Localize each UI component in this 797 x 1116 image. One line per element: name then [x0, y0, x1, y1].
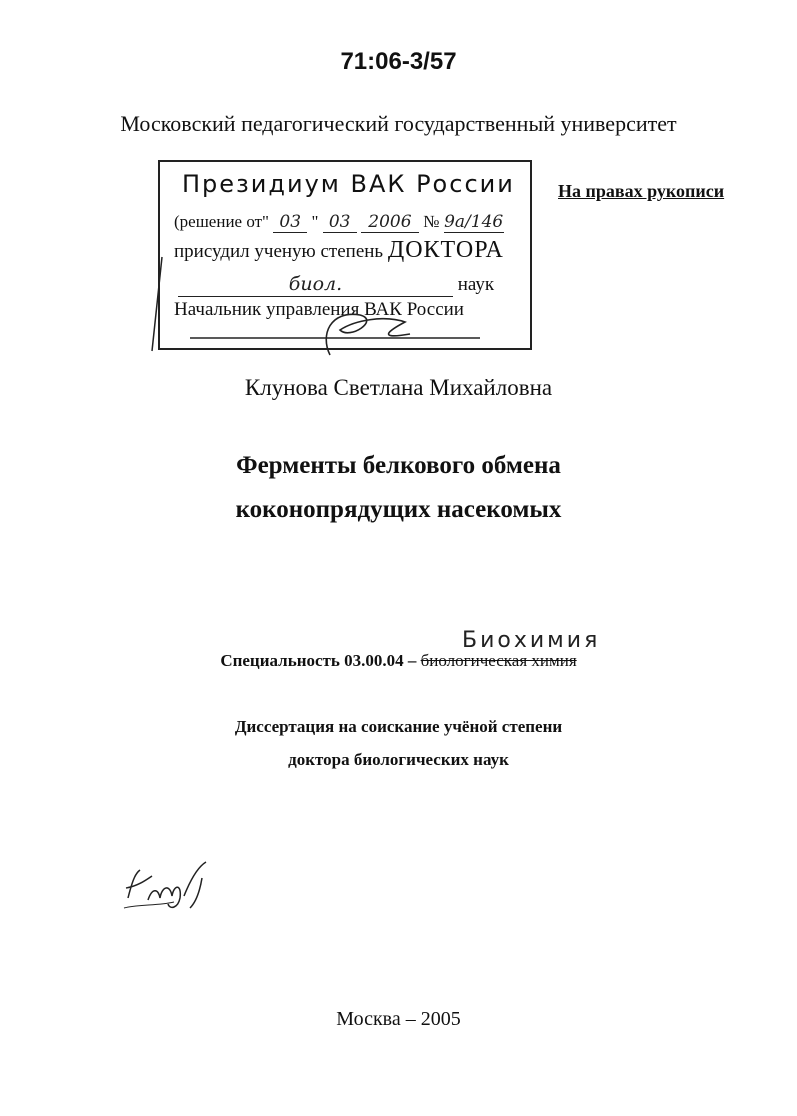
stamp-awarded	[174, 237, 504, 264]
specialty-line	[0, 651, 797, 671]
stamp-decision-month: 03	[323, 212, 357, 233]
stamp-decision-year: 2006	[361, 212, 419, 233]
manuscript-note: На правах рукописи	[558, 181, 725, 201]
vak-stamp	[158, 160, 532, 350]
handwritten-correction: Биохимия	[462, 628, 601, 653]
document-code: 71:06-3/57	[340, 48, 457, 75]
stamp-science-handwritten: биол.	[288, 273, 343, 295]
stamp-decision-day: 03	[273, 212, 307, 233]
stamp-decision-quote: "	[311, 212, 319, 231]
title-line-1: Ферменты белкового обмена	[236, 452, 561, 479]
stamp-signature-icon	[180, 300, 500, 360]
stamp-decision-no-label: №	[423, 212, 440, 231]
handwritten-signature-icon	[118, 858, 218, 918]
dissertation-line-2: доктора биологических наук	[288, 750, 509, 769]
stamp-decision-number: 9a/146	[444, 212, 504, 232]
university-name: Московский педагогический государственный университет	[120, 111, 677, 136]
stamp-awarded-prefix: присудил ученую степень	[174, 241, 384, 262]
stamp-edge-mark-icon	[148, 255, 168, 355]
dissertation-line-1: Диссертация на соискание учёной степени	[234, 717, 563, 736]
author-name: Клунова Светлана Михайловна	[244, 375, 553, 400]
stamp-head: Начальник управления ВАК России	[174, 299, 464, 320]
stamp-awarded-degree: ДОКТОРА	[387, 237, 504, 263]
city-year: Москва – 2005	[336, 1008, 461, 1030]
stamp-science	[174, 273, 514, 297]
stamp-title: Президиум ВАК России	[182, 170, 515, 198]
stamp-decision	[174, 212, 504, 233]
stamp-decision-prefix: (решение от"	[174, 212, 269, 231]
specialty-struck-text: биологическая химия	[420, 651, 577, 670]
specialty-prefix: Специальность 03.00.04 –	[220, 651, 417, 670]
title-line-2: коконопрядущих насекомых	[235, 496, 562, 523]
stamp-science-suffix: наук	[457, 274, 495, 295]
